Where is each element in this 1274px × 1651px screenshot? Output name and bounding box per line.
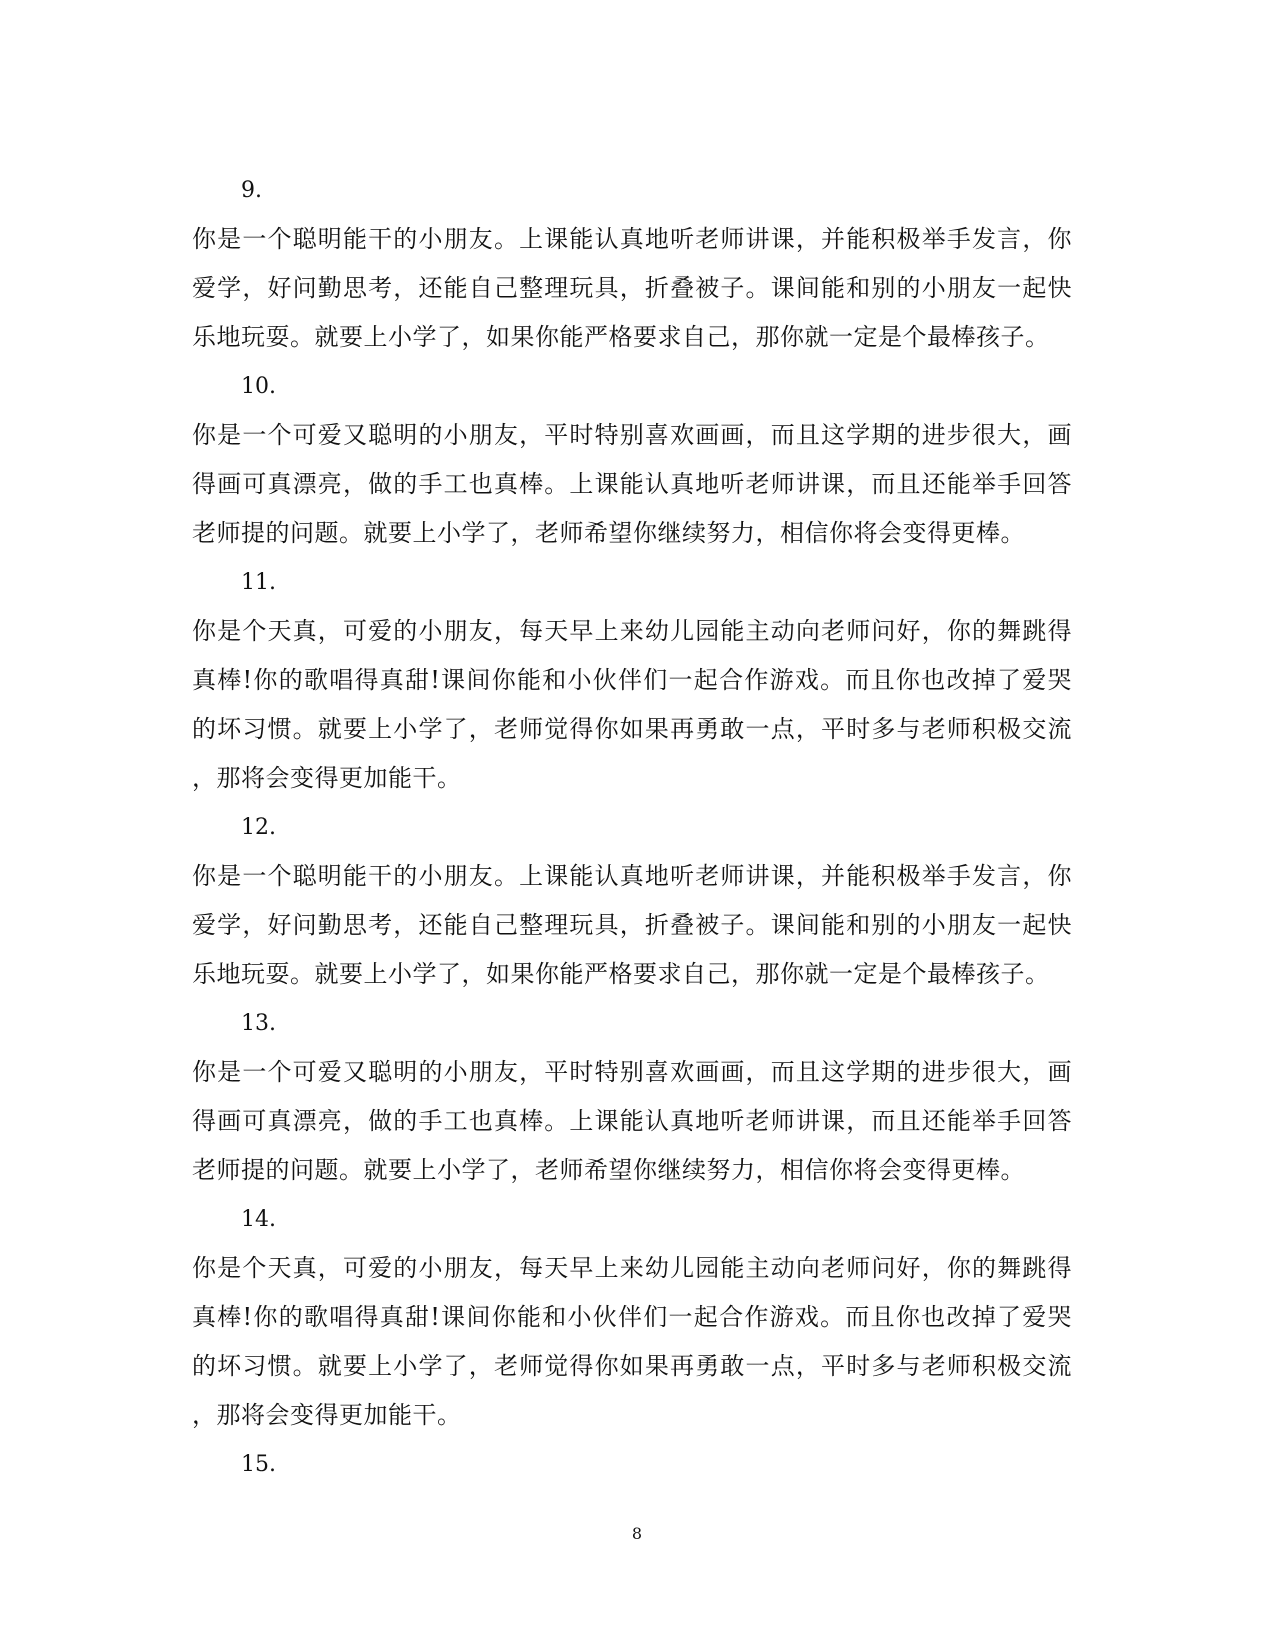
item-paragraph [192, 1048, 1072, 1195]
paragraph-line: 你是一个可爱又聪明的小朋友，平时特别喜欢画画，而且这学期的进步很大，画 [192, 1058, 1072, 1086]
item-number: 12. [241, 815, 276, 840]
paragraph-line: 你是一个聪明能干的小朋友。上课能认真地听老师讲课，并能积极举手发言，你 [192, 225, 1072, 253]
item-number: 9. [241, 178, 262, 203]
paragraph-line: 乐地玩耍。就要上小学了，如果你能严格要求自己，那你就一定是个最棒孩子。 [192, 323, 1050, 351]
paragraph-line: 乐地玩耍。就要上小学了，如果你能严格要求自己，那你就一定是个最棒孩子。 [192, 960, 1050, 988]
paragraph-line: 真棒!你的歌唱得真甜!课间你能和小伙伴们一起合作游戏。而且你也改掉了爱哭 [192, 666, 1072, 694]
paragraph-line: 的坏习惯。就要上小学了，老师觉得你如果再勇敢一点，平时多与老师积极交流 [192, 1352, 1072, 1380]
item-number: 14. [241, 1207, 276, 1232]
item-paragraph [192, 215, 1072, 362]
paragraph-line: 老师提的问题。就要上小学了，老师希望你继续努力，相信你将会变得更棒。 [192, 519, 1025, 547]
document-body [192, 166, 1072, 1489]
item-paragraph [192, 852, 1072, 999]
paragraph-line: 你是个天真，可爱的小朋友，每天早上来幼儿园能主动向老师问好，你的舞跳得 [192, 617, 1072, 645]
paragraph-line: 得画可真漂亮，做的手工也真棒。上课能认真地听老师讲课，而且还能举手回答 [192, 470, 1072, 498]
paragraph-line: 老师提的问题。就要上小学了，老师希望你继续努力，相信你将会变得更棒。 [192, 1156, 1025, 1184]
paragraph-line: 你是个天真，可爱的小朋友，每天早上来幼儿园能主动向老师问好，你的舞跳得 [192, 1254, 1072, 1282]
paragraph-line: ，那将会变得更加能干。 [192, 1401, 462, 1429]
paragraph-line: 真棒!你的歌唱得真甜!课间你能和小伙伴们一起合作游戏。而且你也改掉了爱哭 [192, 1303, 1072, 1331]
item-paragraph [192, 411, 1072, 558]
item-paragraph [192, 607, 1072, 803]
item-paragraph [192, 1244, 1072, 1440]
paragraph-line: 爱学，好问勤思考，还能自己整理玩具，折叠被子。课间能和别的小朋友一起快 [192, 274, 1072, 302]
paragraph-line: 你是一个可爱又聪明的小朋友，平时特别喜欢画画，而且这学期的进步很大，画 [192, 421, 1072, 449]
item-number: 10. [241, 374, 276, 399]
paragraph-line: 爱学，好问勤思考，还能自己整理玩具，折叠被子。课间能和别的小朋友一起快 [192, 911, 1072, 939]
page-number: 8 [631, 1524, 643, 1543]
paragraph-line: 你是一个聪明能干的小朋友。上课能认真地听老师讲课，并能积极举手发言，你 [192, 862, 1072, 890]
item-number: 11. [241, 570, 276, 595]
paragraph-line: 的坏习惯。就要上小学了，老师觉得你如果再勇敢一点，平时多与老师积极交流 [192, 715, 1072, 743]
paragraph-line: ，那将会变得更加能干。 [192, 764, 462, 792]
item-number: 13. [241, 1011, 276, 1036]
item-number: 15. [241, 1452, 276, 1477]
paragraph-line: 得画可真漂亮，做的手工也真棒。上课能认真地听老师讲课，而且还能举手回答 [192, 1107, 1072, 1135]
